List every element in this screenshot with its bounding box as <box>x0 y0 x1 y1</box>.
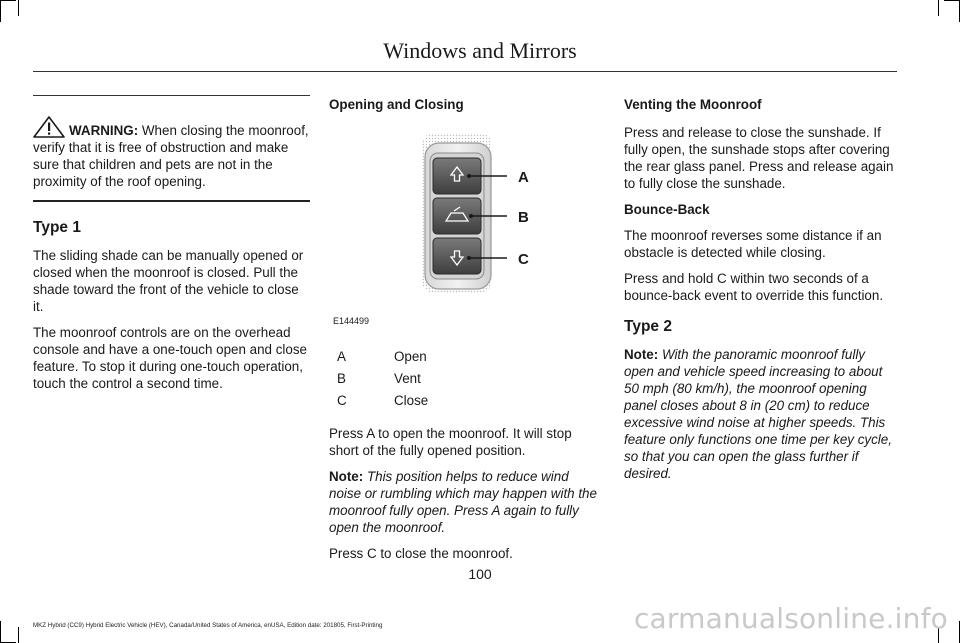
header-divider <box>33 71 897 72</box>
section-heading: Venting the Moonroof <box>624 97 762 112</box>
note <box>624 346 896 482</box>
paragraph: Press A to open the moonroof. It will stop short of the fully opened position. <box>329 426 572 458</box>
note-label: Note: <box>624 347 659 362</box>
note <box>329 468 599 536</box>
section-heading: Opening and Closing <box>329 97 464 112</box>
page-number: 100 <box>468 566 492 582</box>
paragraph: The moonroof reverses some distance if an obstacle is detected while closing. <box>624 228 882 260</box>
page-title: Windows and Mirrors <box>383 38 577 63</box>
warning-box <box>33 95 310 202</box>
section-heading: Bounce-Back <box>624 202 710 217</box>
crop-mark <box>0 621 1 643</box>
legend-key: B <box>337 370 346 386</box>
note-text: This position helps to reduce wind noise or rumbling which may happen with the moonroof fully open. Press A again to fully open the moonroof. <box>329 469 597 535</box>
warning-text: When closing the moonroof, verify that it is free of obstruction and make sure that children and pets are not in the proximity of the roof opening. <box>33 123 309 189</box>
paragraph: Press C to close the moonroof. <box>329 546 513 561</box>
section-heading: Type 1 <box>33 219 81 236</box>
note-text: With the panoramic moonroof fully open and vehicle speed increasing to about 50 mph (80 km/h), the moonroof opening panel closes about 8 in (20 cm) to reduce excessive wind noise at higher speeds. This feature only functions one time per key cycle, so that you can open the glass further if desired. <box>624 347 892 481</box>
paragraph: Press and release to close the sunshade. If fully open, the sunshade stops after covering the rear glass panel. Press and release again to fully close the sunshade. <box>624 125 894 191</box>
warning-label: WARNING: <box>69 123 139 138</box>
callout-a: A <box>518 169 529 186</box>
paragraph: Press and hold C within two seconds of a bounce-back event to override this function. <box>624 271 884 303</box>
column-left <box>33 96 310 401</box>
legend-value: Open <box>394 348 427 364</box>
paragraph: The sliding shade can be manually opened or closed when the moonroof is closed. Pull the shade toward the front of the vehicle to close it. <box>33 248 304 314</box>
crop-mark <box>0 0 1 22</box>
moonroof-control-figure <box>329 131 549 331</box>
section-heading: Type 2 <box>624 318 672 335</box>
crop-mark <box>0 0 16 1</box>
crop-mark <box>944 0 960 1</box>
paragraph: The moonroof controls are on the overhead console and have a one-touch open and close feature. To stop it during one-touch operation, touch the control a second time. <box>33 325 307 391</box>
legend-row <box>329 367 599 389</box>
callout-c: C <box>518 251 529 268</box>
legend-key: C <box>337 392 347 408</box>
column-right <box>624 96 896 491</box>
legend-key: A <box>337 348 346 364</box>
legend-value: Close <box>394 392 429 408</box>
legend-value: Vent <box>394 370 421 386</box>
legend-row <box>329 345 599 367</box>
crop-mark <box>18 0 19 16</box>
overhead-console-illustration <box>329 131 549 311</box>
legend-table <box>329 345 599 411</box>
callout-b: B <box>518 209 529 226</box>
legend-row <box>329 389 599 411</box>
crop-mark <box>938 0 939 16</box>
figure-code: E144499 <box>333 316 370 326</box>
column-middle <box>329 96 599 571</box>
button-c-close <box>433 238 481 274</box>
warning-triangle-icon <box>33 116 65 138</box>
watermark: carmanualsonline.info <box>633 602 948 635</box>
note-label: Note: <box>329 469 364 484</box>
footer-text: MKZ Hybrid (CC9) Hybrid Electric Vehicle (HEV), Canada/United States of America, enUSA, Edition date: 201805, First-Printing <box>33 622 383 629</box>
crop-mark <box>18 627 19 643</box>
